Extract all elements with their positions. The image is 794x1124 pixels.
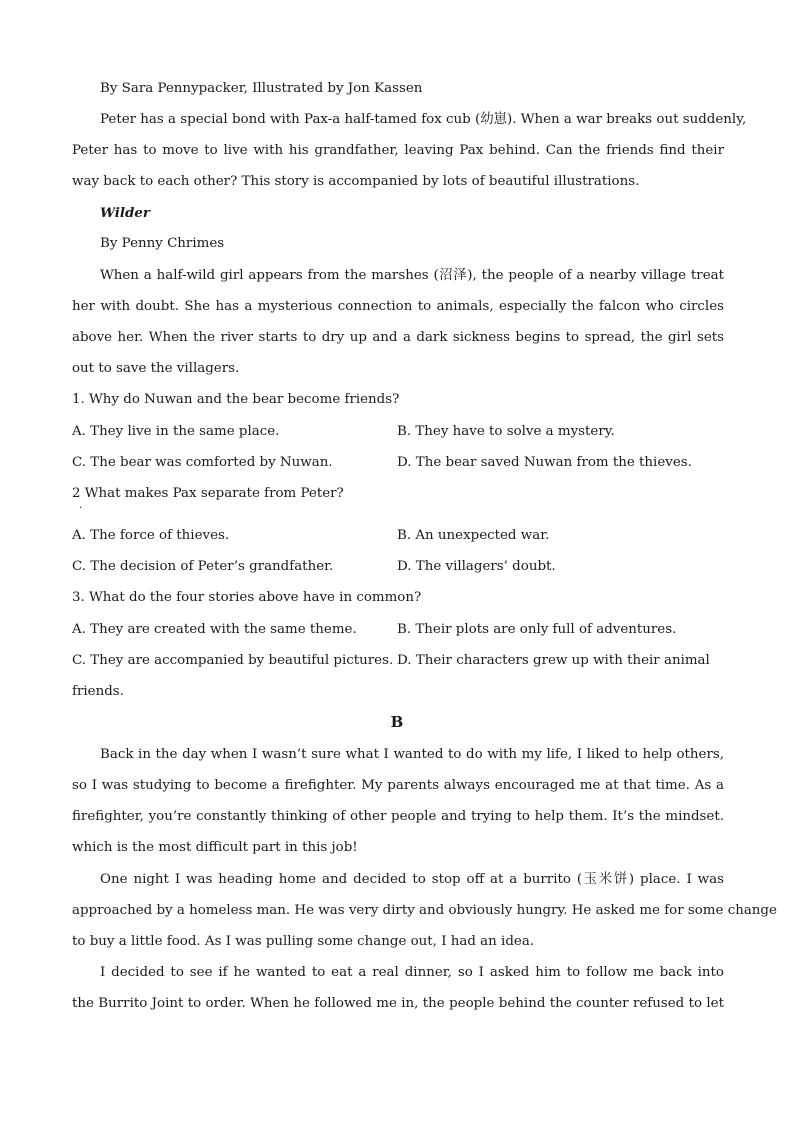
- section-b-para2-line: approached by a homeless man. He was very dirty and obviously hungry. He asked me for some change: [72, 903, 777, 918]
- section-b-heading: B: [390, 713, 404, 731]
- question-2-option-b: B. An unexpected war.: [397, 528, 550, 543]
- question-1-option-c: C. The bear was comforted by Nuwan.: [72, 455, 333, 470]
- question-2-option-c: C. The decision of Peter’s grandfather.: [72, 559, 334, 574]
- wilder-title: Wilder: [100, 205, 150, 221]
- section-b-para1-line: so I was studying to become a firefighter. My parents always encouraged me at that time. As a: [72, 778, 724, 793]
- section-b-para2-line: to buy a little food. As I was pulling some change out, I had an idea.: [72, 934, 535, 949]
- question-1-option-a: A. They live in the same place.: [72, 424, 280, 439]
- question-3-option-d-continued: friends.: [72, 684, 124, 699]
- question-3-option-a: A. They are created with the same theme.: [72, 622, 357, 637]
- section-b-para1-line: firefighter, you’re constantly thinking of other people and trying to help them. It’s the mindset.: [72, 809, 724, 824]
- pax-text-line: Peter has to move to live with his grandfather, leaving Pax behind. Can the friends find their: [72, 143, 724, 158]
- section-b-para2-line: One night I was heading home and decided to stop off at a burrito (玉米饼) place. I was: [100, 872, 724, 887]
- pax-byline: By Sara Pennypacker, Illustrated by Jon Kassen: [100, 81, 423, 96]
- stray-dot-mark: ·: [79, 503, 83, 514]
- wilder-text-line: above her. When the river starts to dry up and a dark sickness begins to spread, the girl sets: [72, 330, 724, 345]
- question-3-option-b: B. Their plots are only full of adventures.: [397, 622, 677, 637]
- wilder-text-line: her with doubt. She has a mysterious connection to animals, especially the falcon who circles: [72, 299, 724, 314]
- question-1-stem: 1. Why do Nuwan and the bear become friends?: [72, 392, 400, 407]
- pax-text-line: Peter has a special bond with Pax-a half-tamed fox cub (幼崽). When a war breaks out suddenly,: [100, 112, 747, 127]
- question-3-option-d: D. Their characters grew up with their animal: [397, 653, 710, 668]
- question-2-option-a: A. The force of thieves.: [72, 528, 230, 543]
- wilder-text-line: When a half-wild girl appears from the marshes (沼泽), the people of a nearby village treat: [100, 268, 724, 283]
- question-1-option-b: B. They have to solve a mystery.: [397, 424, 615, 439]
- section-b-para1-line: Back in the day when I wasn’t sure what I wanted to do with my life, I liked to help others,: [100, 747, 724, 762]
- wilder-text-line: out to save the villagers.: [72, 361, 240, 376]
- section-b-para1-line: which is the most difficult part in this job!: [72, 840, 358, 855]
- question-2-option-d: D. The villagers’ doubt.: [397, 559, 556, 574]
- question-1-option-d: D. The bear saved Nuwan from the thieves.: [397, 455, 692, 470]
- pax-text-line: way back to each other? This story is accompanied by lots of beautiful illustrations.: [72, 174, 640, 189]
- section-b-para3-line: I decided to see if he wanted to eat a real dinner, so I asked him to follow me back into: [100, 965, 724, 980]
- question-2-stem: 2 What makes Pax separate from Peter?: [72, 486, 344, 501]
- wilder-byline: By Penny Chrimes: [100, 236, 225, 251]
- question-3-stem: 3. What do the four stories above have in common?: [72, 590, 422, 605]
- section-b-para3-line: the Burrito Joint to order. When he followed me in, the people behind the counter refused to let: [72, 996, 724, 1011]
- question-3-option-c: C. They are accompanied by beautiful pictures.: [72, 653, 394, 668]
